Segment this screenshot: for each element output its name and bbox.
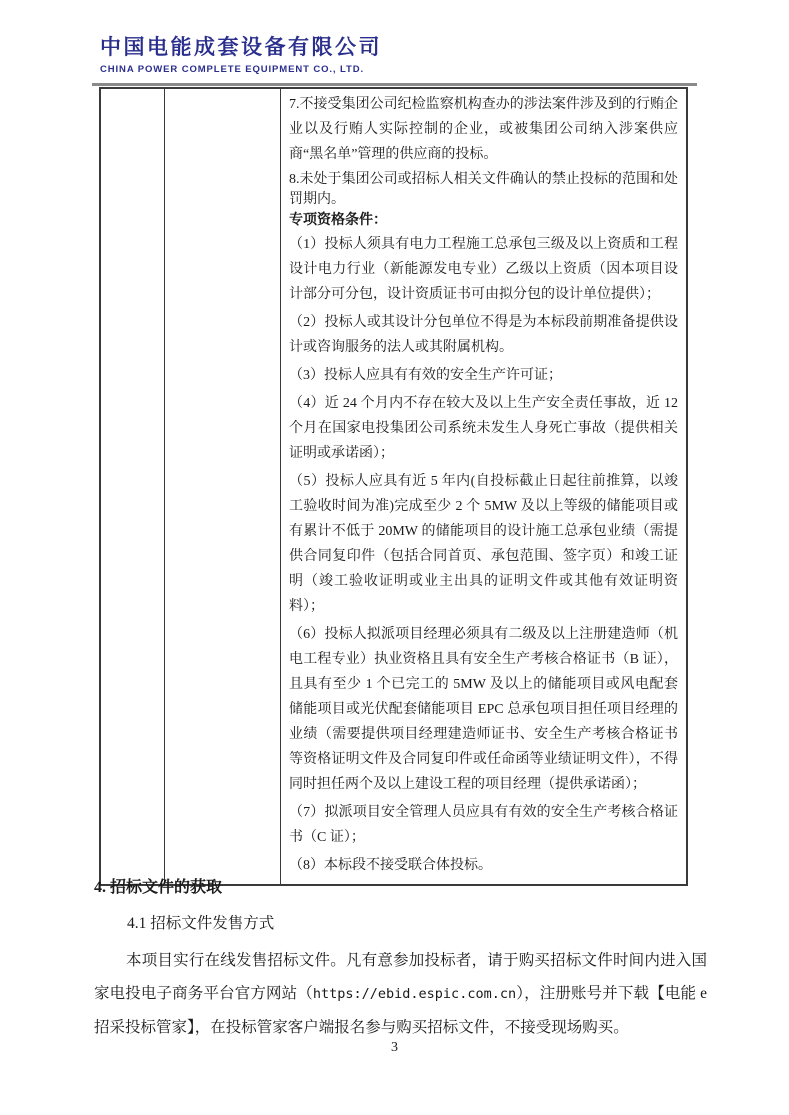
qualification-paragraphs xyxy=(281,88,688,885)
qualification-paragraph: 专项资格条件： xyxy=(289,213,387,228)
section-obtain-documents xyxy=(94,876,707,1044)
qualification-paragraph: （8）本标段不接受联合体投标。 xyxy=(289,858,492,873)
qualification-paragraph: （7）拟派项目安全管理人员应具有有效的安全生产考核合格证书（C 证）； xyxy=(289,805,678,845)
section-subheading: 4.1 招标文件发售方式 xyxy=(127,915,275,932)
qualification-paragraph: （1）投标人须具有电力工程施工总承包三级及以上资质和工程设计电力行业（新能源发电专业）乙级以上资质（因本项目设计部分可分包，设计资质证书可由拟分包的设计单位提供）； xyxy=(289,237,678,302)
qualification-paragraph: 8.未处于集团公司或招标人相关文件确认的禁止投标的范围和处罚期内。 xyxy=(289,172,678,207)
table-row xyxy=(100,88,687,885)
body-text-before-url: 本项目实行在线发售招标文件。凡有意参加投标者，请于购买招标文件时间内进入国家电投电子商务平台官方网站（ xyxy=(94,952,707,1002)
qualification-paragraph: （3）投标人应具有有效的安全生产许可证； xyxy=(289,368,562,383)
company-name-english: CHINA POWER COMPLETE EQUIPMENT CO., LTD. xyxy=(100,64,364,75)
body-text-after-url: ），注册账号并下载【电能 e 招采投标管家】，在投标管家客户端报名参与购买招标文件，不接受现场购买。 xyxy=(94,985,707,1036)
table-cell-empty-left xyxy=(100,88,165,885)
letterhead xyxy=(100,31,382,75)
qualification-paragraph: （4）近 24 个月内不存在较大及以上生产安全责任事故，近 12 个月在国家电投集团公司系统未发生人身死亡事故（提供相关证明或承诺函）； xyxy=(289,396,678,461)
header-divider xyxy=(92,83,697,86)
section-heading: 4. 招标文件的获取 xyxy=(94,879,223,896)
qualification-paragraph: 7.不接受集团公司纪检监察机构查办的涉法案件涉及到的行贿企业以及行贿人实际控制的企业，或被集团公司纳入涉案供应商“黑名单”管理的供应商的投标。 xyxy=(289,97,678,162)
section-body-paragraph xyxy=(94,944,707,1044)
table-cell-empty-middle xyxy=(165,88,281,885)
qualification-paragraph: （2）投标人或其设计分包单位不得是为本标段前期准备提供设计或咨询服务的法人或其附属机构。 xyxy=(289,315,678,355)
qualification-paragraph: （6）投标人拟派项目经理必须具有二级及以上注册建造师（机电工程专业）执业资格且具有安全生产考核合格证书（B 证），且具有至少 1 个已完工的 5MW 及以上的储能项目或风电配套储能项目或光伏配套储能项目 EPC 总承包项目担任项目经理的业绩（需要提供项目经理建造师证书、安全生产考核合格证书等资格证明文件及合同复印件或任命函等业绩证明文件），不得同时担任两个及以上建设工程的项目经理（提供承诺函）； xyxy=(289,627,678,792)
qualification-table xyxy=(99,87,688,886)
qualification-paragraph: （5）投标人应具有近 5 年内(自投标截止日起往前推算，以竣工验收时间为准)完成至少 2 个 5MW 及以上等级的储能项目或有累计不低于 20MW 的储能项目的设计施工总承包业绩（需提供合同复印件（包括合同首页、承包范围、签字页）和竣工证明（竣工验收证明或业主出具的证明文件或其他有效证明资料）； xyxy=(289,474,678,614)
platform-url: https://ebid.espic.com.cn xyxy=(312,986,517,1002)
company-name-chinese: 中国电能成套设备有限公司 xyxy=(100,36,382,59)
page-number: 3 xyxy=(391,1040,398,1055)
